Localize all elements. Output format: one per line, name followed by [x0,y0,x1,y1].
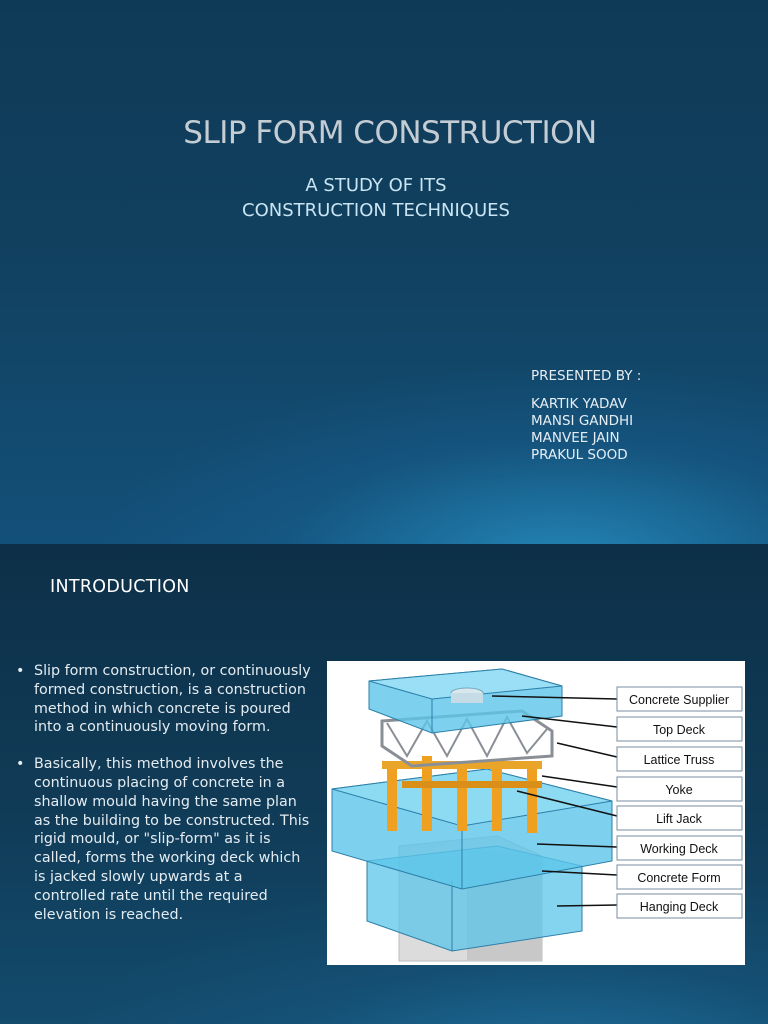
presenter-name: MANSI GANDHI [531,413,634,429]
presenter-name: KARTIK YADAV [531,396,627,412]
diagram-label [617,777,742,801]
slipform-diagram [327,661,745,965]
bullet-item [16,662,316,737]
svg-text:Lattice Truss: Lattice Truss [643,753,715,767]
svg-text:Top Deck: Top Deck [652,723,706,737]
subtitle-line-1: A STUDY OF ITS [305,175,447,196]
presenter-name: PRAKUL SOOD [531,447,628,463]
bullet-icon: • [16,756,25,773]
subtitle-line-2: CONSTRUCTION TECHNIQUES [242,200,510,221]
svg-text:Working Deck: Working Deck [640,842,718,856]
bullet-item [16,755,316,924]
introduction-slide [0,544,768,1024]
diagram-label [617,865,742,889]
diagram-label [617,747,742,771]
bullet-text: Basically, this method involves the continuous placing of concrete in a shallow mould having the same plan as the building to be constructed. This rigid mould, or "slip-form" as it is called, forms the working deck which is jacked slowly upwards at a controlled rate until the required elevation is reached. [34,756,310,923]
presented-by-label: PRESENTED BY : [531,368,642,384]
bullet-icon: • [16,663,25,679]
presenter-name: MANVEE JAIN [531,430,620,446]
svg-text:Yoke: Yoke [665,783,693,797]
slide-title: SLIP FORM CONSTRUCTION [183,114,597,151]
slide-subtitle [0,173,752,223]
diagram-label [617,836,742,860]
slipform-illustration [327,661,745,965]
presenters-block [531,368,641,464]
svg-text:Hanging Deck: Hanging Deck [639,900,719,914]
svg-text:Concrete Supplier: Concrete Supplier [628,693,730,707]
diagram-label [617,806,742,830]
bullet-text: Slip form construction, or continuously formed construction, is a construction method in which concrete is poured into a continuously moving form. [34,663,311,736]
section-heading: INTRODUCTION [50,577,190,597]
diagram-label [617,717,742,741]
bullet-list [16,662,316,942]
svg-text:Lift Jack: Lift Jack [656,812,702,826]
diagram-label [617,687,742,711]
diagram-label [617,894,742,918]
svg-text:Concrete Form: Concrete Form [637,871,721,885]
